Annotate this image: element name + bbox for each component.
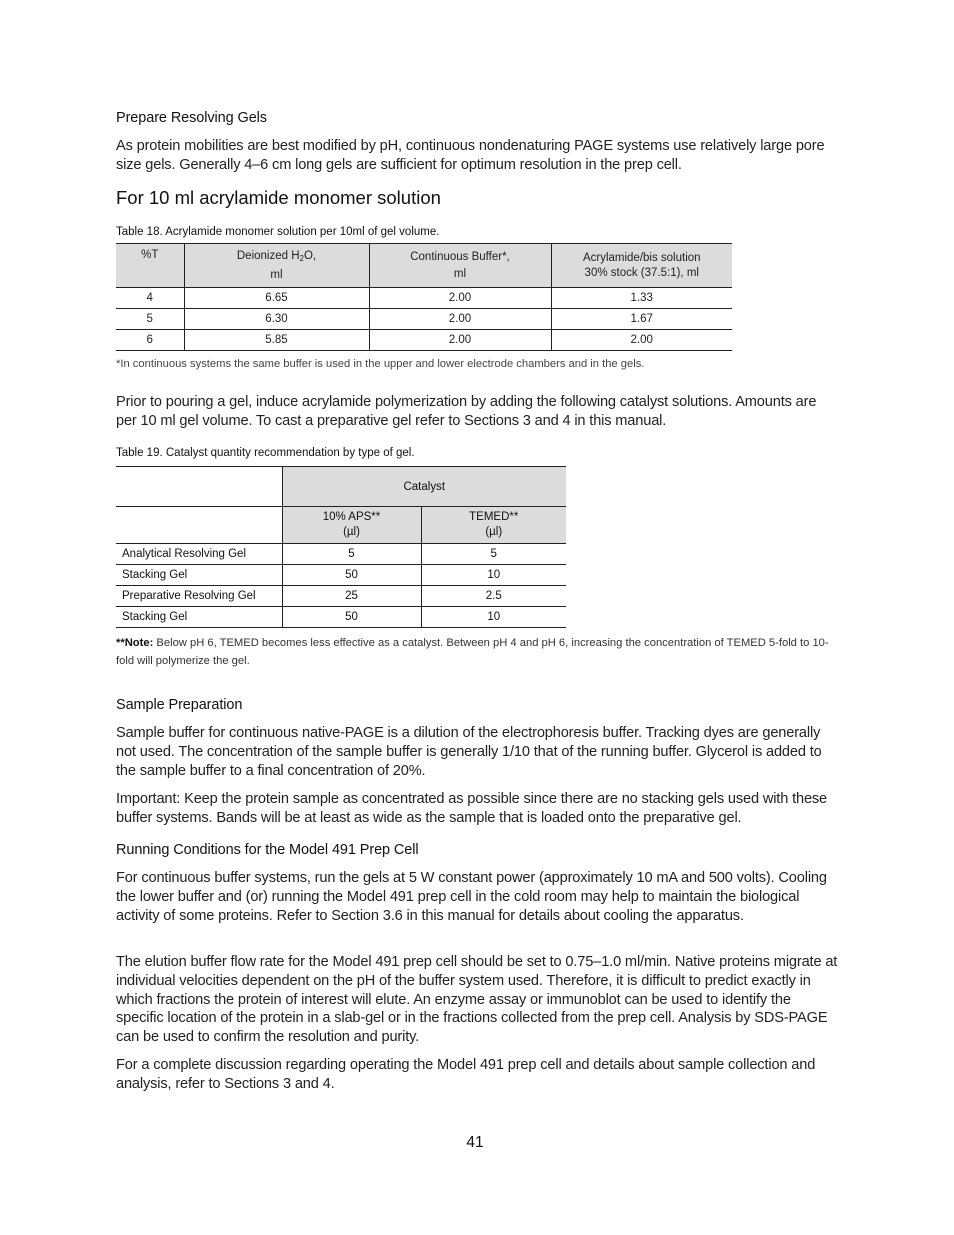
table19-header-aps: 10% APS** (µl) <box>282 507 421 544</box>
sample-preparation-paragraph: Sample buffer for continuous native-PAGE is a dilution of the electrophoresis buffer. Tracking dyes are generally not used. The concentration of the sample buffer is generally 1/10 that of the running buffer. Glycerol is added to the sample buffer to a final concentration of 20%. <box>116 725 822 779</box>
table19-header-catalyst: Catalyst <box>282 467 566 507</box>
table19-header-temed: TEMED** (µl) <box>421 507 566 544</box>
table19-subheader-row <box>116 507 566 544</box>
table19-row: Analytical Resolving Gel 5 5 <box>116 544 566 565</box>
table18-header-buffer: Continuous Buffer*, ml <box>369 244 551 288</box>
section-heading-prepare-resolving-gels: Prepare Resolving Gels <box>116 110 267 126</box>
table18-row: 5 6.30 2.00 1.67 <box>116 309 732 330</box>
table18-header-water: Deionized $H_2O$, ml <box>184 244 369 288</box>
resolving-gels-paragraph: As protein mobilities are best modified by pH, continuous nondenaturing PAGE systems use relatively large pore size gels. Generally 4–6 cm long gels are sufficient for optimum resolution in the prep cell. <box>116 138 825 173</box>
table18-header-percent-t: %T <box>116 244 184 288</box>
table18-header-row <box>116 244 732 288</box>
table18-footnote: *In continuous systems the same buffer is used in the upper and lower electrode chambers and in the gels. <box>116 358 645 370</box>
section-heading-sample-preparation: Sample Preparation <box>116 697 243 713</box>
section-heading-monomer-solution: For 10 ml acrylamide monomer solution <box>116 187 441 208</box>
table19-catalyst-quantity <box>116 466 566 628</box>
polymerization-paragraph: Prior to pouring a gel, induce acrylamide polymerization by adding the following catalyst solutions. Amounts are per 10 ml gel volume. To cast a preparative gel refer to Sections 3 and 4 in this manual. <box>116 394 817 429</box>
table19-group-header-row <box>116 467 566 507</box>
important-note-paragraph: Important: Keep the protein sample as concentrated as possible since there are no stacking gels used with these buffer systems. Bands will be at least as wide as the sample that is loaded onto the preparative gel. <box>116 791 828 826</box>
discussion-paragraph: For a complete discussion regarding operating the Model 491 prep cell and details about sample collection and analysis, refer to Sections 3 and 4. <box>116 1057 816 1092</box>
table19-row: Stacking Gel 50 10 <box>116 565 566 586</box>
table19-row: Preparative Resolving Gel 25 2.5 <box>116 586 566 607</box>
table18-row: 4 6.65 2.00 1.33 <box>116 288 732 309</box>
page-number: 41 <box>466 1134 484 1151</box>
table18-caption: Table 18. Acrylamide monomer solution per 10ml of gel volume. <box>116 226 440 238</box>
table19-row: Stacking Gel 50 10 <box>116 607 566 628</box>
section-heading-running-conditions: Running Conditions for the Model 491 Prep Cell <box>116 842 419 858</box>
table18-acrylamide-monomer <box>116 243 732 351</box>
table18-header-acrylamide: Acrylamide/bis solution 30% stock (37.5:1), ml <box>551 244 732 288</box>
table19-caption: Table 19. Catalyst quantity recommendation by type of gel. <box>116 447 415 459</box>
elution-paragraph: The elution buffer flow rate for the Model 491 prep cell should be set to 0.75–1.0 ml/min. Native proteins migrate at individual velocities dependent on the pH of the buffer system used. Therefore, it is difficult to predict exactly in which fractions the protein of interest will elute. An enzyme assay or immunoblot can be used to identify the specific location of the protein in a slab-gel or in the fractions collected from the prep cell. Analysis by SDS-PAGE can be used to confirm the resolution and purity. <box>116 954 838 1046</box>
table18-row: 6 5.85 2.00 2.00 <box>116 330 732 351</box>
running-conditions-paragraph: For continuous buffer systems, run the gels at 5 W constant power (approximately 10 mA and 500 volts). Cooling the lower buffer and (or) running the Model 491 prep cell in the cold room may help to maintain the biological activity of some proteins. Refer to Section 3.6 in this manual for details about cooling the apparatus. <box>116 870 827 924</box>
table19-note: **Note: Below pH 6, TEMED becomes less effective as a catalyst. Between pH 4 and pH 6, increasing the concentration of TEMED 5-fold to 10-fold will polymerize the gel. <box>116 637 829 667</box>
